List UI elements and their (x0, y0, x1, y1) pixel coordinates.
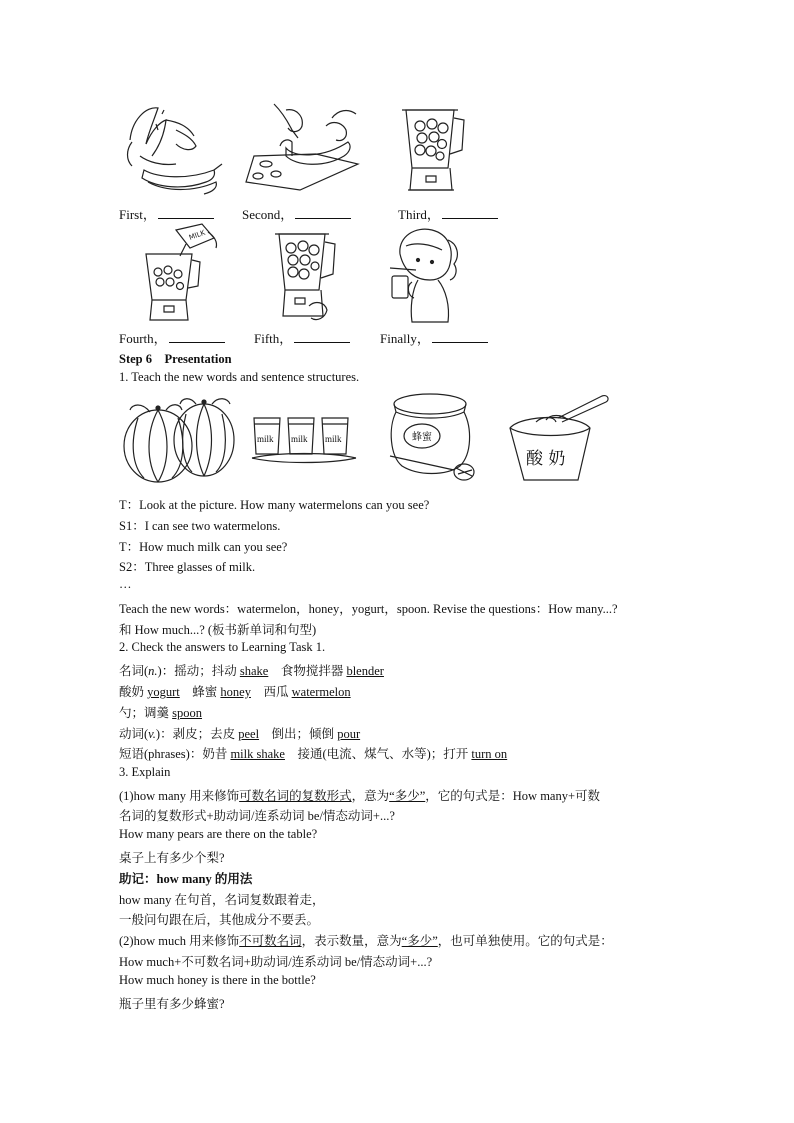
first-label: First， (119, 207, 156, 222)
p1-b: ，意为 (351, 789, 390, 803)
turn-on-cn: 接通(电流、煤气、水等)；打开 (284, 747, 472, 761)
step-label-first (119, 204, 214, 223)
noun-suffix: )：摇动；抖动 (157, 664, 240, 678)
verb-prefix: 动词( (119, 727, 149, 741)
word-yogurt: yogurt (147, 685, 180, 699)
word-blender: blender (346, 664, 384, 678)
explain-p1-line2: 名词的复数形式+助动词/连系动词 be/情态动词+...? (119, 809, 395, 823)
explain-p2-line1 (119, 931, 613, 949)
vocab-line-2 (119, 682, 351, 700)
teach-line-1: Teach the new words：watermelon，honey，yogurt，spoon. Revise the questions：How many...? (119, 602, 618, 616)
honey-jar-icon (384, 392, 480, 486)
honey-cn: 蜂蜜 (179, 685, 221, 699)
yogurt-cup-label: 酸 奶 (526, 449, 566, 469)
word-shake: shake (239, 664, 269, 678)
spoon-cn: 勺；调羹 (119, 706, 173, 720)
example1-en: How many pears are there on the table? (119, 827, 318, 841)
dialog-line-4: S2：Three glasses of milk. (119, 560, 256, 574)
item2-text: 2. Check the answers to Learning Task 1. (119, 640, 326, 654)
example2-cn: 瓶子里有多少蜂蜜? (119, 997, 225, 1011)
example2-en: How much honey is there in the bottle? (119, 973, 316, 987)
word-pour: pour (337, 727, 361, 741)
p2-underlined: 不可数名词 (239, 934, 302, 948)
fifth-label: Fifth， (254, 331, 293, 346)
finally-blank[interactable] (432, 330, 488, 343)
step-label-finally (380, 328, 488, 347)
first-blank[interactable] (158, 206, 214, 219)
memo-title: 助记：how many 的用法 (119, 872, 253, 886)
memo-line-2: 一般问句跟在后，其他成分不要丢。 (119, 913, 320, 927)
girl-drinking-icon (388, 226, 460, 324)
dialog-line-3: T：How much milk can you see? (119, 540, 288, 554)
word-watermelon: watermelon (291, 685, 351, 699)
phrase-turn-on: turn on (471, 747, 508, 761)
word-honey: honey (220, 685, 251, 699)
watermelons-icon (120, 392, 238, 486)
p1-a: (1)how many 用来修饰 (119, 789, 240, 803)
vocab-phrase-line (119, 744, 507, 762)
item3-text: 3. Explain (119, 765, 171, 779)
yogurt-cn: 酸奶 (119, 685, 148, 699)
pouring-milk-icon (140, 226, 220, 324)
word-peel: peel (238, 727, 260, 741)
word-spoon: spoon (172, 706, 203, 720)
p2-b: ，表示数量，意为 (301, 934, 402, 948)
second-blank[interactable] (295, 206, 351, 219)
fifth-blank[interactable] (294, 330, 350, 343)
peeling-banana-icon (118, 100, 228, 195)
step-label-second (242, 204, 351, 223)
p2-c: ，也可单独使用。它的句式是： (437, 934, 613, 948)
watermelon-cn: 西瓜 (250, 685, 292, 699)
blender-with-fruit-icon (398, 104, 468, 196)
yogurt-cup-icon (506, 392, 612, 486)
step-label-fifth (254, 328, 350, 347)
p1-underlined: 可数名词的复数形式 (239, 789, 352, 803)
dialog-line-2: S1：I can see two watermelons. (119, 519, 281, 533)
vocab-line-3 (119, 703, 202, 721)
noun-prefix: 名词( (119, 664, 149, 678)
phrase-milk-shake: milk shake (230, 747, 285, 761)
noun-abbr: n. (148, 664, 158, 678)
milk-label-1: milk (257, 434, 274, 444)
fourth-blank[interactable] (169, 330, 225, 343)
fourth-label: Fourth， (119, 331, 167, 346)
teach-line-2: 和 How much...? (板书新单词和句型) (119, 623, 317, 637)
item1-text: 1. Teach the new words and sentence structures. (119, 370, 360, 384)
memo-line-1: how many 在句首，名词复数跟着走， (119, 893, 325, 907)
example1-cn: 桌子上有多少个梨? (119, 851, 225, 865)
verb-suffix: )：剥皮；去皮 (155, 727, 239, 741)
p1-quote: “多少” (389, 789, 426, 803)
p1-c: ，它的句式是：How many+可数 (425, 789, 601, 803)
step-label-third (398, 204, 498, 223)
phrase-prefix: 短语(phrases)：奶昔 (119, 747, 231, 761)
pour-cn: 倒出；倾倒 (259, 727, 338, 741)
p2-a: (2)how much 用来修饰 (119, 934, 240, 948)
svg-text:MILK: MILK (187, 228, 207, 242)
vocab-noun-line (119, 661, 384, 679)
third-blank[interactable] (442, 206, 498, 219)
p2-quote: “多少” (401, 934, 438, 948)
milk-glasses-icon (248, 412, 360, 464)
honey-jar-label: 蜂蜜 (412, 432, 432, 443)
blender-on-icon (273, 226, 337, 324)
milk-label-2: milk (291, 434, 308, 444)
explain-p2-line2: How much+不可数名词+助动词/连系动词 be/情态动词+...? (119, 955, 433, 969)
blender-cn: 食物搅拌器 (268, 664, 347, 678)
step6-title: Step 6 Presentation (119, 352, 232, 366)
second-label: Second， (242, 207, 294, 222)
explain-p1-line1 (119, 786, 600, 804)
vocab-verb-line (119, 724, 360, 742)
verb-abbr: v. (148, 727, 156, 741)
step-label-fourth (119, 328, 225, 347)
third-label: Third， (398, 207, 440, 222)
cutting-banana-icon (246, 98, 366, 193)
finally-label: Finally， (380, 331, 430, 346)
dialog-line-1: T：Look at the picture. How many watermelons can you see? (119, 498, 430, 512)
milk-label-3: milk (325, 434, 342, 444)
dialog-line-5: … (119, 577, 132, 591)
